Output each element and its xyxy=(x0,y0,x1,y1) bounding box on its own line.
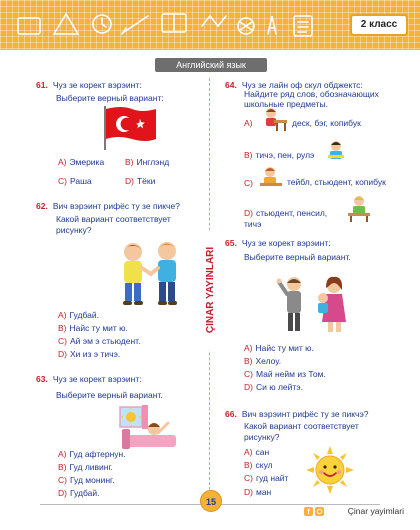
option-64-b[interactable]: B) тичэ, пен, рулэ xyxy=(244,150,315,160)
question-66-instruction: Какой вариант соответствует рисунку? xyxy=(244,421,359,442)
option-64-c-text[interactable]: тейбл, стьюдент, копибук xyxy=(287,177,386,187)
question-61-instruction: Выберите верный вариант: xyxy=(56,93,164,103)
option-66-b[interactable]: B) скул xyxy=(244,460,273,470)
option-63-b[interactable]: B) Гуд ливинг. xyxy=(58,462,113,472)
student-studying-icon xyxy=(346,194,372,222)
option-63-d[interactable]: D) Гудбай. xyxy=(58,488,100,498)
turkey-flag-icon xyxy=(102,106,158,150)
option-61-a[interactable]: A) Эмерика xyxy=(58,157,105,167)
question-65 xyxy=(225,238,415,249)
question-number: 61. xyxy=(36,80,48,90)
question-61 xyxy=(36,80,206,91)
option-66-c[interactable]: C) гуд найт xyxy=(244,473,289,483)
question-number: 65. xyxy=(225,238,237,248)
option-62-d[interactable]: D) Хи из э тичэ. xyxy=(58,349,121,359)
question-number: 66. xyxy=(225,409,237,419)
question-62 xyxy=(36,201,211,212)
option-65-a[interactable]: A) Найс ту мит ю. xyxy=(244,343,314,353)
option-66-d[interactable]: D) ман xyxy=(244,487,272,497)
grade-badge: 2 класс xyxy=(350,14,408,36)
question-64-instruction: Найдите ряд слов, обозначающих школьные предметы. xyxy=(244,89,379,109)
option-62-b[interactable]: B) Найс ту мит ю. xyxy=(58,323,128,333)
student-writing-icon xyxy=(258,165,284,191)
publisher-logo xyxy=(200,230,218,350)
school-doodles-icon xyxy=(10,4,330,46)
option-65-b[interactable]: B) Хелоу. xyxy=(244,356,282,366)
option-66-a[interactable]: A) сан xyxy=(244,447,270,457)
subject-title: Английский язык xyxy=(155,58,267,72)
option-64-d[interactable]: D) стьюдент, пенсил, тичэ xyxy=(244,208,328,229)
student-reading-icon xyxy=(325,140,347,162)
question-number: 64. xyxy=(225,80,237,90)
publisher-logo-text: ÇINAR YAYINLARI xyxy=(205,246,216,334)
question-text: Чуз зе корект вэрэинт: xyxy=(52,80,142,90)
question-66 xyxy=(225,409,415,420)
option-62-c[interactable]: C) Ай эм э стьюдент. xyxy=(58,336,141,346)
page-header xyxy=(0,0,420,50)
question-text: Вич вэрэинт рифёс ту зе пикчэ? xyxy=(241,409,369,419)
question-text: Чуз зе лайн оф скул обджектс: xyxy=(241,80,363,90)
question-63-instruction: Выберите верный вариант. xyxy=(56,390,163,400)
option-65-c[interactable]: C) Май нейм из Том. xyxy=(244,369,326,379)
greeting-family-icon xyxy=(276,274,356,336)
question-63 xyxy=(36,374,206,385)
option-61-b[interactable]: B) Инглэнд xyxy=(125,157,170,167)
social-icons xyxy=(304,507,324,516)
question-text: Вич вэрэинт рифёс ту зе пикче? xyxy=(52,201,180,211)
question-number: 62. xyxy=(36,201,48,211)
option-64-a-text[interactable]: деск, бэг, копибук xyxy=(292,118,361,128)
option-61-d[interactable]: D) Тёки xyxy=(125,176,156,186)
student-at-desk-icon xyxy=(262,106,288,132)
sun-icon xyxy=(306,446,354,494)
kids-shaking-hands-icon xyxy=(115,240,187,308)
option-63-a[interactable]: A) Гуд афтернун. xyxy=(58,449,126,459)
question-text: Чуз зе корект вэрэинт: xyxy=(241,238,331,248)
option-61-c[interactable]: C) Раша xyxy=(58,176,92,186)
child-waking-up-icon xyxy=(118,405,178,451)
question-text: Чуз зе корект вэрэинт: xyxy=(52,374,142,384)
option-65-d[interactable]: D) Си ю лейтэ. xyxy=(244,382,303,392)
option-64-a[interactable]: A) xyxy=(244,118,253,128)
footer-brand: Çinar yayimlari xyxy=(347,506,404,516)
question-number: 63. xyxy=(36,374,48,384)
page-number: 15 xyxy=(200,490,222,512)
option-62-a[interactable]: A) Гудбай. xyxy=(58,310,99,320)
question-62-instruction: Какой вариант соответствует рисунку? xyxy=(56,214,171,235)
option-64-c[interactable]: C) xyxy=(244,178,253,188)
option-63-c[interactable]: C) Гуд монинг. xyxy=(58,475,115,485)
svg-text:f: f xyxy=(307,509,310,516)
question-65-instruction: Выберите верный вариант. xyxy=(244,252,351,262)
